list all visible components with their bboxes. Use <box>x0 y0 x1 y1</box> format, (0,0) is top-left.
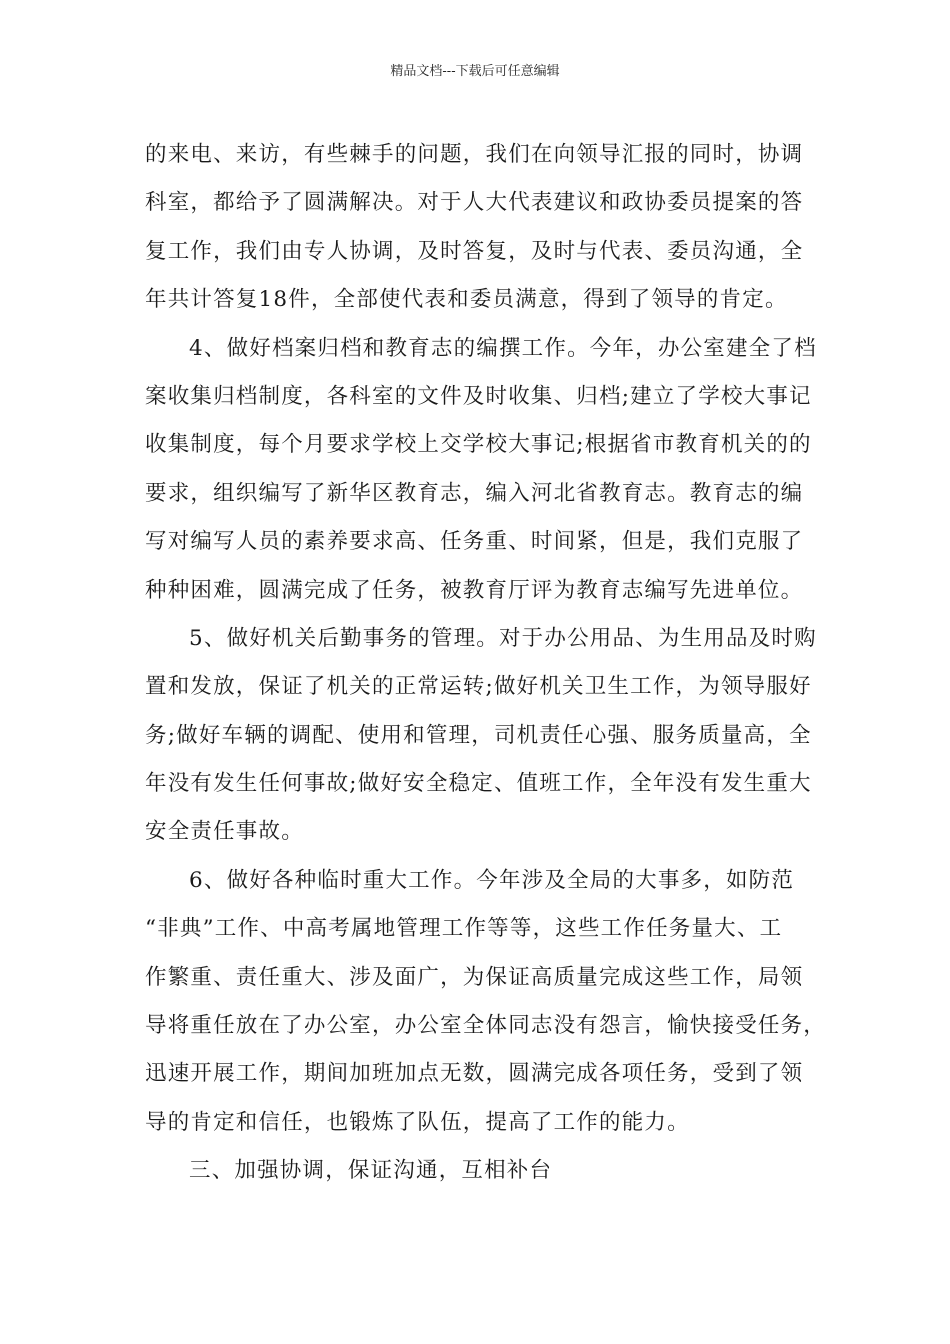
text-line: 置和发放，保证了机关的正常运转;做好机关卫生工作，为领导服好 <box>145 674 812 700</box>
text-line: 年共计答复18件，全部使代表和委员满意，得到了领导的肯定。 <box>145 287 788 313</box>
text-line: 的来电、来访，有些棘手的问题，我们在向领导汇报的同时，协调 <box>145 142 804 167</box>
paragraph <box>145 131 809 325</box>
text-line: 4、做好档案归档和教育志的编撰工作。今年，办公室建全了档 <box>189 335 817 361</box>
section-heading <box>145 1147 809 1195</box>
text-line: 作繁重、责任重大、涉及面广，为保证高质量完成这些工作，局领 <box>145 964 804 990</box>
text-line: 导将重任放在了办公室，办公室全体同志没有怨言，愉快接受任务， <box>145 1013 827 1039</box>
text-line: 5、做好机关后勤事务的管理。对于办公用品、为生用品及时购 <box>189 625 817 651</box>
text-line: 写对编写人员的素养要求高、任务重、时间紧，但是，我们克服了 <box>145 529 804 555</box>
text-line: 案收集归档制度，各科室的文件及时收集、归档;建立了学校大事记 <box>145 383 812 409</box>
text-line: 要求，组织编写了新华区教育志，编入河北省教育志。教育志的编 <box>145 480 804 506</box>
text-line: 种种困难，圆满完成了任务，被教育厅评为教育志编写先进单位。 <box>145 577 804 603</box>
text-line: 安全责任事故。 <box>145 819 304 845</box>
text-line: 务;做好车辆的调配、使用和管理，司机责任心强、服务质量高，全 <box>145 722 812 748</box>
document-body <box>145 131 827 1196</box>
text-line: 迅速开展工作，期间加班加点无数，圆满完成各项任务，受到了领 <box>145 1061 804 1087</box>
text-line: 导的肯定和信任，也锻炼了队伍，提高了工作的能力。 <box>145 1109 690 1135</box>
text-line: 复工作，我们由专人协调，及时答复，及时与代表、委员沟通，全 <box>145 238 804 264</box>
text-line: 年没有发生任何事故;做好安全稳定、值班工作，全年没有发生重大 <box>145 771 812 797</box>
page-header: 精品文档---下载后可任意编辑 <box>390 64 560 79</box>
paragraph <box>145 857 827 1147</box>
text-line: 三、加强协调，保证沟通，互相补台 <box>189 1158 553 1184</box>
paragraph <box>145 325 817 615</box>
text-line: 科室，都给予了圆满解决。对于人大代表建议和政协委员提案的答 <box>145 190 804 216</box>
text-line: “非典”工作、中高考属地管理工作等等，这些工作任务量大、工 <box>145 916 783 942</box>
paragraph <box>145 615 817 857</box>
text-line: 6、做好各种临时重大工作。今年涉及全局的大事多，如防范 <box>189 867 795 893</box>
text-line: 收集制度，每个月要求学校上交学校大事记;根据省市教育机关的的 <box>145 432 812 458</box>
